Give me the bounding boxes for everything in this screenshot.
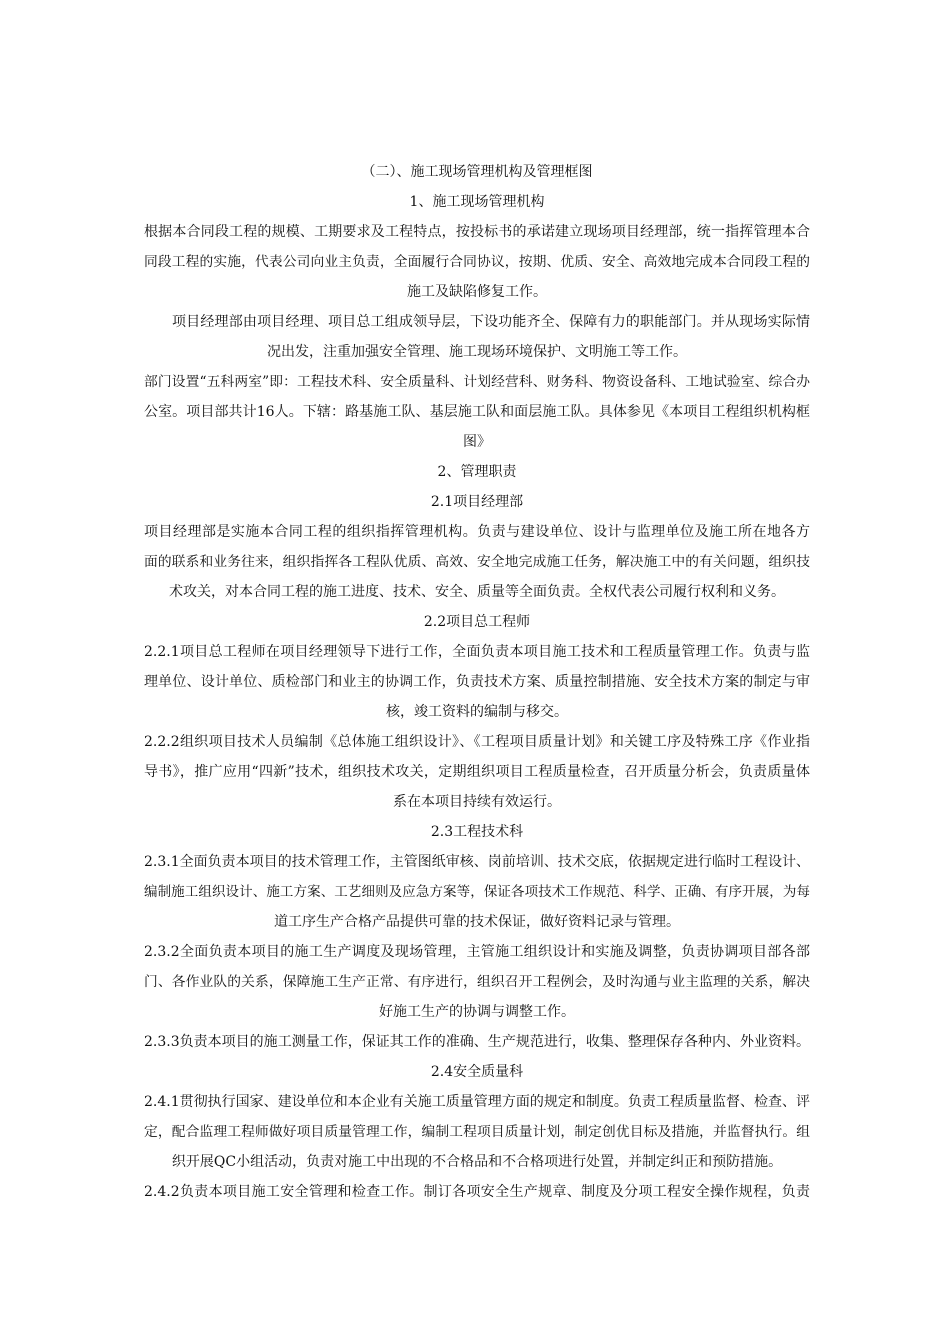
paragraph-line: 织开展QC小组活动，负责对施工中出现的不合格品和不合格项进行处置，并制定纠正和预防措施。: [171, 1154, 783, 1170]
paragraph-line: 项目经理部是实施本合同工程的组织指挥管理机构。负责与建设单位、设计与监理单位及施工所在地各方: [144, 524, 810, 540]
paragraph-line: 施工及缺陷修复工作。: [407, 284, 547, 300]
paragraph-line: 根据本合同段工程的规模、工期要求及工程特点，按投标书的承诺建立现场项目经理部，统一指挥管理本合: [144, 224, 810, 240]
document-page: [144, 157, 810, 1207]
paragraph-line: 术攻关，对本合同工程的施工进度、技术、安全、质量等全面负责。全权代表公司履行权利和义务。: [169, 584, 785, 600]
paragraph-line: 道工序生产合格产品提供可靠的技术保证，做好资料记录与管理。: [274, 914, 680, 930]
paragraph-line: 系在本项目持续有效运行。: [393, 794, 561, 810]
paragraph-line: 项目经理部由项目经理、项目总工组成领导层，下设功能齐全、保障有力的职能部门。并从现场实际情: [172, 314, 810, 330]
paragraph-line: 2.3.3负责本项目的施工测量工作，保证其工作的准确、生产规范进行，收集、整理保存各种内、外业资料。: [144, 1034, 810, 1050]
paragraph-line: 部门设置“五科两室”即：工程技术科、安全质量科、计划经营科、财务科、物资设备科、工地试验室、综合办: [144, 374, 810, 390]
paragraph-line: 2.2.2组织项目技术人员编制《总体施工组织设计》、《工程项目质量计划》和关键工序及特殊工序《作业指: [144, 734, 810, 750]
paragraph-line: 理单位、设计单位、质检部门和业主的协调工作，负责技术方案、质量控制措施、安全技术方案的制定与审: [144, 674, 810, 690]
subsection-heading: 2.3工程技术科: [430, 824, 524, 840]
paragraph-line: 面的联系和业务往来，组织指挥各工程队优质、高效、安全地完成施工任务，解决施工中的有关问题，组织技: [144, 554, 810, 570]
paragraph-line: 2.4.1贯彻执行国家、建设单位和本企业有关施工质量管理方面的规定和制度。负责工程质量监督、检查、评: [144, 1094, 810, 1110]
subsection-heading: 2.4安全质量科: [430, 1064, 524, 1080]
subsection-heading: 2、管理职责: [437, 464, 517, 480]
paragraph-line: 2.4.2负责本项目施工安全管理和检查工作。制订各项安全生产规章、制度及分项工程安全操作规程，负责: [144, 1184, 810, 1200]
paragraph-line: 图》: [463, 434, 491, 450]
subsection-heading: 1、施工现场管理机构: [409, 194, 545, 210]
paragraph-line: 定，配合监理工程师做好项目质量管理工作，编制工程项目质量计划，制定创优目标及措施，并监督执行。组: [144, 1124, 810, 1140]
section-heading: （二）、施工现场管理机构及管理框图: [361, 164, 593, 180]
paragraph-line: 公室。项目部共计16人。下辖：路基施工队、基层施工队和面层施工队。具体参见《本项目工程组织机构框: [144, 404, 810, 420]
subsection-heading: 2.2项目总工程师: [423, 614, 531, 630]
subsection-heading: 2.1项目经理部: [430, 494, 524, 510]
paragraph-line: 编制施工组织设计、施工方案、工艺细则及应急方案等，保证各项技术工作规范、科学、正确、有序开展，为每: [144, 884, 810, 900]
paragraph-line: 导书》，推广应用“四新”技术，组织技术攻关，定期组织项目工程质量检查，召开质量分析会，负责质量体: [144, 764, 810, 780]
paragraph-line: 2.2.1项目总工程师在项目经理领导下进行工作，全面负责本项目施工技术和工程质量管理工作。负责与监: [144, 644, 810, 660]
paragraph-line: 2.3.2全面负责本项目的施工生产调度及现场管理，主管施工组织设计和实施及调整，负责协调项目部各部: [144, 944, 810, 960]
paragraph-line: 同段工程的实施，代表公司向业主负责，全面履行合同协议，按期、优质、安全、高效地完成本合同段工程的: [144, 254, 810, 270]
paragraph-line: 况出发，注重加强安全管理、施工现场环境保护、文明施工等工作。: [267, 344, 687, 360]
paragraph-line: 核，竣工资料的编制与移交。: [386, 704, 568, 720]
paragraph-line: 好施工生产的协调与调整工作。: [379, 1004, 575, 1020]
paragraph-line: 2.3.1全面负责本项目的技术管理工作，主管图纸审核、岗前培训、技术交底，依据规定进行临时工程设计、: [144, 854, 810, 870]
paragraph-line: 门、各作业队的关系，保障施工生产正常、有序进行，组织召开工程例会，及时沟通与业主监理的关系，解决: [144, 974, 810, 990]
